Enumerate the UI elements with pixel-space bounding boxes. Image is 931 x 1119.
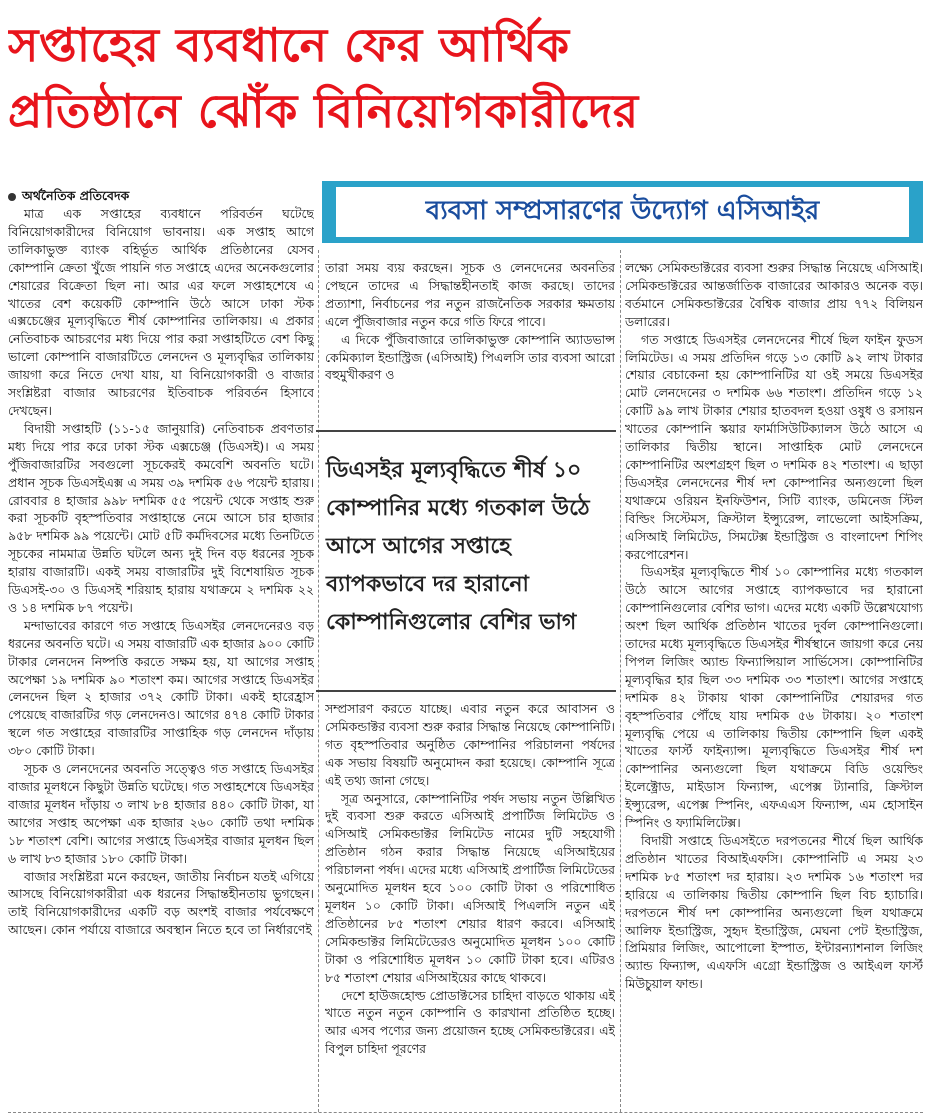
paragraph: মন্দাভাবের কারণে গত সপ্তাহে ডিএসইর লেনদেনেরও বড় ধরনের অবনতি ঘটে। এ সময় বাজারটি এক হাজার ৯০০ কোটি টাকার লেনদেন নিষ্পত্তি করতে সক্ষম হয়, যা আগের সপ্তাহ অপেক্ষা ১৯ দশমিক ৯০ শতাংশ কম। আগের সপ্তাহে ডিএসইর লেনদেন ছিল ২ হাজার ৩৭২ কোটি টাকা। একই হারেহ্রাস পেয়েছে বাজারটির গড় লেনদেনও। আগের ৪৭৪ কোটি টাকার স্থলে গত সপ্তাহের বাজারটির সাপ্তাহিক গড় লেনদেন দাঁড়ায় ৩৮০ কোটি টাকা। xyxy=(8,617,314,759)
subheadline: ব্যবসা সম্প্রসারণের উদ্যোগ এসিআইর xyxy=(336,187,909,237)
paragraph: গত সপ্তাহে ডিএসইর লেনদেনের শীর্ষে ছিল ফাইন ফুডস লিমিটেড। এ সময় প্রতিদিন গড়ে ১৩ কোটি ৯২ লাখ টাকার শেয়ার বেচাকেনা হয় কোম্পানিটির যা ওই সময়ে ডিএসইর মোট লেনদেনের ৩ দশমিক ৬৬ শতাংশ। প্রতিদিন গড়ে ১২ কোটি ৯৯ লাখ টাকার শেয়ার হাতবদল হওয়া ওষুধ ও রসায়ন খাতের কোম্পানি স্কয়ার ফার্মাসিউটিক্যালস উঠে আসে এ তালিকার দ্বিতীয় স্থানে। সাপ্তাহিক মোট লেনদেনে কোম্পানিটির অংশগ্রহণ ছিল ৩ দশমিক ৪২ শতাংশ। এ ছাড়া ডিএসইর লেনদেনের শীর্ষ দশ কোম্পানির অন্যগুলো ছিল যথাক্রমে ওরিয়ন ইনফিউশন, সিটি ব্যাংক, ডমিনেজ স্টিল বিল্ডিং সিস্টেমস, ক্রিস্টাল ইন্স্যুরেন্স, লাভেলো আইসক্রিম, এসিআই লিমিটেড, সিমটেক্স ইন্ডাস্ট্রিজ ও বাংলাদেশ শিপিং করপোরেশন। xyxy=(625,331,923,562)
paragraph: বিদায়ী সপ্তাহে ডিএসইতে দরপতনের শীর্ষে ছিল আর্থিক প্রতিষ্ঠান খাতের বিআইএফসি। কোম্পানিটি এ সময় ২৩ দশমিক ৮৫ শতাংশ দর হারায়। ২৩ দশমিক ১৬ শতাংশ দর হারিয়ে এ তালিকায় দ্বিতীয় কোম্পানি ছিল বিচ হ্যাচারি। দরপতনে শীর্ষ দশ কোম্পানির অন্যগুলো ছিল যথাক্রমে আলিফ ইন্ডাস্ট্রিজ, সুহৃদ ইন্ডাস্ট্রিজ, মেঘনা পেট ইন্ডাস্ট্রিজ, প্রিমিয়ার লিজিং, আপোলো ইস্পাত, ইন্টারন্যাশনাল লিজিং অ্যান্ড ফিন্যান্স, এএফসি এগ্রো ইন্ডাস্ট্রিজ ও আইএল ফার্স্ট মিউচুয়াল ফান্ড। xyxy=(625,833,923,992)
pull-quote-text: ডিএসইর মূল্যবৃদ্ধিতে শীর্ষ ১০ কোম্পানির মধ্যে গতকাল উঠে আসে আগের সপ্তাহে ব্যাপকভাবে দর হারানো কোম্পানিগুলোর বেশির ভাগ xyxy=(326,458,590,635)
headline-line-1: সপ্তাহের ব্যবধানে ফের আর্থিক xyxy=(8,18,570,72)
bottom-rule xyxy=(8,1112,923,1113)
article-column-2-top xyxy=(325,259,615,409)
headline xyxy=(8,12,923,144)
article-column-2-bottom xyxy=(325,700,615,1105)
paragraph: বিদায়ী সপ্তাহটি (১১-১৫ জানুয়ারি) নেতিবাচক প্রবণতার মধ্য দিয়ে পার করে ঢাকা স্টক এক্সচেঞ্জ (ডিএসই)। এ সময় পুঁজিবাজারটির সবগুলো সূচকেরই কমবেশি অবনতি ঘটে। প্রধান সূচক ডিএসইএক্স এ সময় ৩৯ দশমিক ৫৬ পয়েন্ট হারায়। রোববার ৪ হাজার ৯৯৮ দশমিক ৫৫ পয়েন্ট থেকে সপ্তাহ শুরু করা সূচকটি বৃহস্পতিবার সপ্তাহান্তে নেমে আসে চার হাজার ৯৫৮ দশমিক ৯৯ পয়েন্টে। মোট ৫টি কর্মদিবসের মধ্যে তিনটিতে সূচকের নামমাত্র উন্নতি ঘটলে অন্য দুই দিন বড় ধরনের সূচক হারায় বাজারটি। একই সময় বাজারটির দুই বিশেষায়িত সূচক ডিএসই-৩০ ও ডিএসই শরিয়াহ হারায় যথাক্রমে ২ দশমিক ২২ ও ১৪ দশমিক ৮৭ পয়েন্ট। xyxy=(8,420,314,615)
subheadline-banner xyxy=(322,181,923,243)
paragraph: ডিএসইর মূল্যবৃদ্ধিতে শীর্ষ ১০ কোম্পানির মধ্যে গতকাল উঠে আসে আগের সপ্তাহে ব্যাপকভাবে দর হারানো কোম্পানিগুলোর বেশির ভাগ। এদের মধ্যে একটি উল্লেখযোগ্য অংশ ছিল আর্থিক প্রতিষ্ঠান খাতের দুর্বল কোম্পানিগুলো। তাদের মধ্যে মূল্যবৃদ্ধিতে ডিএসইর শীর্ষস্থানে জায়গা করে নেয় পিপল লিজিং অ্যান্ড ফিন্যান্সিয়াল সার্ভিসেস। কোম্পানিটির মূল্যবৃদ্ধির হার ছিল ৩৩ দশমিক ৩৩ শতাংশ। আগের সপ্তাহে দশমিক ৪২ টাকায় থাকা কোম্পানিটির শেয়ারদর গত বৃহস্পতিবার পৌঁছে যায় দশমিক ৫৬ টাকায়। ২০ শতাংশ মূল্যবৃদ্ধি পেয়ে এ তালিকায় দ্বিতীয় কোম্পানি ছিল একই খাতের ফার্স্ট ফাইন্যান্স। মূল্যবৃদ্ধিতে ডিএসইর শীর্ষ দশ কোম্পানির অন্যগুলো ছিল যথাক্রমে বিডি ওয়েল্ডিং ইলেক্ট্রোড, মাইডাস ফিন্যান্স, এপেক্স ট্যানারি, ক্রিস্টাল ইন্স্যুরেন্স, এপেক্স স্পিনিং, এফএএস ফিন্যান্স, এম হোসাইন স্পিনিং ও ফ্যামিলিটেক্স। xyxy=(625,564,923,831)
pull-quote xyxy=(316,430,616,692)
column-divider xyxy=(620,250,621,1112)
paragraph: মাত্র এক সপ্তাহের ব্যবধানে পরিবর্তন ঘটেছে বিনিয়োগকারীদের বিনিয়োগ ভাবনায়। এক সপ্তাহ আগে তালিকাভুক্ত ব্যাংক বহির্ভূত আর্থিক প্রতিষ্ঠানের যেসব কোম্পানি ক্রেতা খুঁজে পায়নি গত সপ্তাহে এদের অনেকগুলোর শেয়ারের বিক্রেতা ছিল না। আর এর ফলে সপ্তাহশেষে এ খাতের বেশ কয়েকটি কোম্পানি উঠে আসে ঢাকা স্টক এক্সচেঞ্জের মূল্যবৃদ্ধিতে শীর্ষ কোম্পানির তালিকায়। এ প্রকার নেতিবাচক আচরণের মধ্য দিয়ে পার করা সপ্তাহটিতে বেশ কিছু ভালো কোম্পানি বাজারটিতে লেনদেন ও মূল্যবৃদ্ধির তালিকায় জায়গা করে নিতে দেখা যায়, যা বিনিয়োগকারী ও বাজার সংশ্লিষ্টরা বাজার আচরণের ইতিবাচক পরিবর্তন হিসাবে দেখছেন। xyxy=(8,206,314,418)
paragraph: লক্ষ্যে সেমিকন্ডাক্টরের ব্যবসা শুরুর সিদ্ধান্ত নিয়েছে এসিআই। সেমিকন্ডাক্টরের আন্তর্জাতিক বাজারের আকারও অনেক বড়। বর্তমানে সেমিকন্ডাক্টরের বৈশ্বিক বাজার প্রায় ৭৭২ বিলিয়ন ডলারের। xyxy=(625,260,923,329)
paragraph: দেশে হাউজহোল্ড প্রোডাক্টসের চাহিদা বাড়তে থাকায় এই খাতে নতুন নতুন কোম্পানি ও কারখানা প্রতিষ্ঠিত হচ্ছে। আর এসব পণ্যের জন্য প্রয়োজন হচ্ছে সেমিকন্ডাক্টরের। এই বিপুল চাহিদা পূরণের xyxy=(325,987,615,1057)
byline-text: অর্থনৈতিক প্রতিবেদক xyxy=(22,188,130,203)
paragraph: এ দিকে পুঁজিবাজারে তালিকাভুক্ত কোম্পানি অ্যাডভান্স কেমিক্যাল ইন্ডাস্ট্রিজ (এসিআই) পিএলসি তার ব্যবসা আরো বহুমুখীকরণ ও xyxy=(325,331,615,383)
article-column-1 xyxy=(8,205,314,1110)
paragraph: সম্প্রসারণ করতে যাচ্ছে। এবার নতুন করে আবাসন ও সেমিকন্ডাক্টর ব্যবসা শুরু করার সিদ্ধান্ত নিয়েছে কোম্পানিটি। গত বৃহস্পতিবার অনুষ্ঠিত কোম্পানির পরিচালনা পর্ষদের এক সভায় বিষয়টি অনুমোদন করা হয়েছে। কোম্পানি সূত্রে এই তথ্য জানা গেছে। xyxy=(325,701,615,788)
paragraph: সূচক ও লেনদেনের অবনতি সত্ত্বেও গত সপ্তাহে ডিএসইর বাজার মূলধনে কিছুটা উন্নতি ঘটেছে। গত সপ্তাহশেষে ডিএসইর বাজার মূলধন দাঁড়ায় ৩ লাখ ৮৪ হাজার ৪৪০ কোটি টাকা, যা আগের সপ্তাহ অপেক্ষা এক হাজার ২৬০ কোটি তথা দশমিক ১৮ শতাংশ বেশি। আগের সপ্তাহে ডিএসইর বাজার মূলধন ছিল ৬ লাখ ৮৩ হাজার ১৮০ কোটি টাকা। xyxy=(8,761,314,866)
headline-line-2: প্রতিষ্ঠানে ঝোঁক বিনিয়োগকারীদের xyxy=(8,84,639,138)
paragraph: সূত্র অনুসারে, কোম্পানিটির পর্ষদ সভায় নতুন উল্লিখিত দুই ব্যবসা শুরু করতে এসিআই প্রপার্টিজ লিমিটেড ও এসিআই সেমিকন্ডাক্টর লিমিটেড নামের দুটি সহযোগী প্রতিষ্ঠান গঠন করার সিদ্ধান্ত নিয়েছে এসিআইয়ের পরিচালনা পর্ষদ। এদের মধ্যে এসিআই প্রপার্টিজ লিমিটেডের অনুমোদিত মূলধন হবে ১০০ কোটি টাকা ও পরিশোধিত মূলধন ১০ কোটি টাকা। এসিআই পিএলসি নতুন এই প্রতিষ্ঠানের ৮৫ শতাংশ শেয়ার ধারণ করবে। এসিআই সেমিকন্ডাক্টর লিমিটেডেরও অনুমোদিত মূলধন ১০০ কোটি টাকা ও পরিশোধিত মূলধন ১০ কোটি টাকা হবে। এটিরও ৮৫ শতাংশ শেয়ার এসিআইয়ের কাছে থাকবে। xyxy=(325,790,615,985)
bullet-icon xyxy=(8,193,16,201)
paragraph: তারা সময় ব্যয় করছেন। সূচক ও লেনদেনের অবনতির পেছনে তাদের এ সিদ্ধান্তহীনতাই কাজ করছে। তাদের প্রত্যাশা, নির্বাচনের পর নতুন রাজনৈতিক সরকার ক্ষমতায় এলে পুঁজিবাজার নতুন করে গতি ফিরে পাবে। xyxy=(325,260,615,329)
article-column-3 xyxy=(625,259,923,1109)
paragraph: বাজার সংশ্লিষ্টরা মনে করছেন, জাতীয় নির্বাচন যতই এগিয়ে আসছে বিনিয়োগকারীরা এক ধরনের সিদ্ধান্তহীনতায় ভুগছেন। তাই বিনিয়োগকারীদের একটি বড় অংশই বাজার পর্যবেক্ষণে আছেন। কোন পর্যায়ে বাজারে অবস্থান নিতে হবে তা নির্ধারণেই xyxy=(8,868,314,938)
